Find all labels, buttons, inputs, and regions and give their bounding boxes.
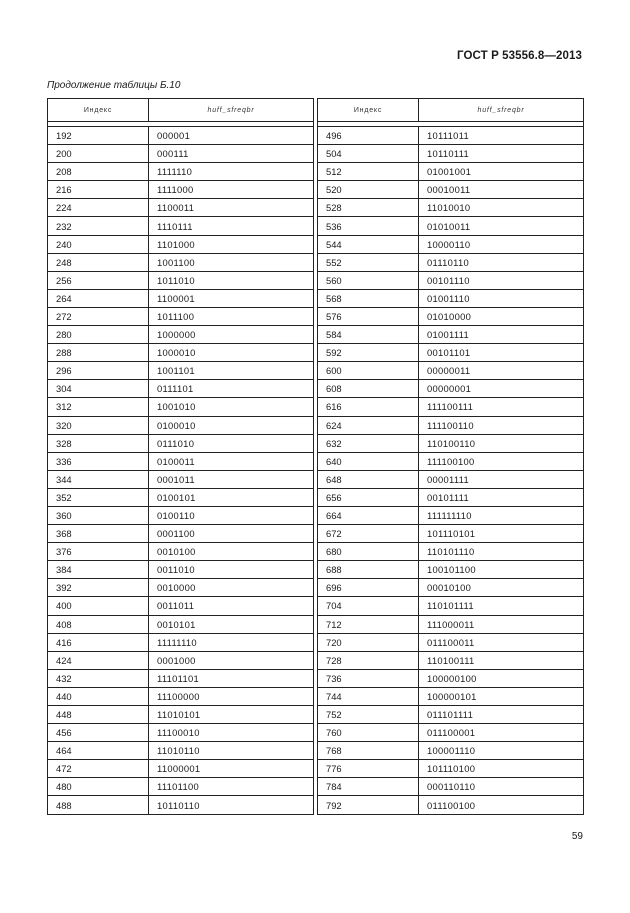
index-cell: 608 xyxy=(318,380,419,398)
code-cell: 1001101 xyxy=(149,362,314,380)
table-row xyxy=(48,470,314,488)
table-row xyxy=(318,525,584,543)
table-row xyxy=(48,145,314,163)
index-cell: 336 xyxy=(48,452,149,470)
index-cell: 432 xyxy=(48,669,149,687)
table-row xyxy=(48,669,314,687)
table-row xyxy=(48,434,314,452)
table-row xyxy=(318,742,584,760)
code-cell: 1101000 xyxy=(149,235,314,253)
code-cell: 1001100 xyxy=(149,253,314,271)
code-cell: 0100010 xyxy=(149,416,314,434)
code-cell: 0010101 xyxy=(149,615,314,633)
table-row xyxy=(318,506,584,524)
table-row xyxy=(48,398,314,416)
table-row xyxy=(318,199,584,217)
table-row xyxy=(318,326,584,344)
index-cell: 416 xyxy=(48,633,149,651)
page-number: 59 xyxy=(571,831,583,842)
code-cell: 11000001 xyxy=(149,760,314,778)
code-cell: 011101111 xyxy=(419,706,584,724)
index-cell: 728 xyxy=(318,651,419,669)
code-cell: 1100011 xyxy=(149,199,314,217)
index-cell: 776 xyxy=(318,760,419,778)
code-cell: 11100010 xyxy=(149,724,314,742)
table-row xyxy=(48,706,314,724)
table-row xyxy=(318,597,584,615)
index-cell: 312 xyxy=(48,398,149,416)
table-row xyxy=(48,760,314,778)
index-cell: 448 xyxy=(48,706,149,724)
code-cell: 1000010 xyxy=(149,344,314,362)
code-cell: 00101110 xyxy=(419,271,584,289)
index-cell: 648 xyxy=(318,470,419,488)
table-row xyxy=(48,380,314,398)
code-cell: 11010010 xyxy=(419,199,584,217)
code-cell: 101110100 xyxy=(419,760,584,778)
table-row xyxy=(318,380,584,398)
index-cell: 504 xyxy=(318,145,419,163)
code-cell: 011100011 xyxy=(419,633,584,651)
code-cell: 110101110 xyxy=(419,543,584,561)
table-row xyxy=(48,525,314,543)
table-right-body xyxy=(318,122,584,815)
index-cell: 280 xyxy=(48,326,149,344)
table-row xyxy=(48,362,314,380)
index-cell: 304 xyxy=(48,380,149,398)
index-cell: 248 xyxy=(48,253,149,271)
code-cell: 1000000 xyxy=(149,326,314,344)
code-cell: 11101101 xyxy=(149,669,314,687)
code-cell: 000110110 xyxy=(419,778,584,796)
table-row xyxy=(48,778,314,796)
table-row xyxy=(318,579,584,597)
table-row xyxy=(318,651,584,669)
code-cell: 01010000 xyxy=(419,307,584,325)
code-cell: 100000100 xyxy=(419,669,584,687)
index-cell: 552 xyxy=(318,253,419,271)
code-cell: 110101111 xyxy=(419,597,584,615)
code-cell: 011100100 xyxy=(419,796,584,814)
code-cell: 000111 xyxy=(149,145,314,163)
code-cell: 100101100 xyxy=(419,561,584,579)
code-cell: 1011010 xyxy=(149,271,314,289)
code-cell: 1110111 xyxy=(149,217,314,235)
code-cell: 10110111 xyxy=(419,145,584,163)
table-row xyxy=(318,416,584,434)
index-cell: 696 xyxy=(318,579,419,597)
code-cell: 00010100 xyxy=(419,579,584,597)
code-cell: 01110110 xyxy=(419,253,584,271)
index-cell: 680 xyxy=(318,543,419,561)
code-cell: 01010011 xyxy=(419,217,584,235)
table-row xyxy=(48,452,314,470)
table-row xyxy=(318,271,584,289)
table-row xyxy=(48,253,314,271)
index-cell: 688 xyxy=(318,561,419,579)
code-cell: 101110101 xyxy=(419,525,584,543)
code-cell: 11111110 xyxy=(149,633,314,651)
index-cell: 440 xyxy=(48,687,149,705)
index-cell: 496 xyxy=(318,127,419,145)
column-header-code: huff_sfreqbr xyxy=(419,99,584,122)
table-left-body xyxy=(48,122,314,815)
code-cell: 1100001 xyxy=(149,289,314,307)
code-cell: 0010000 xyxy=(149,579,314,597)
table-row xyxy=(318,543,584,561)
index-cell: 208 xyxy=(48,163,149,181)
table-row xyxy=(48,488,314,506)
table-row xyxy=(318,669,584,687)
index-cell: 232 xyxy=(48,217,149,235)
index-cell: 464 xyxy=(48,742,149,760)
index-cell: 616 xyxy=(318,398,419,416)
table-row xyxy=(48,796,314,814)
index-cell: 656 xyxy=(318,488,419,506)
table-row xyxy=(48,271,314,289)
index-cell: 352 xyxy=(48,488,149,506)
index-cell: 568 xyxy=(318,289,419,307)
code-cell: 100000101 xyxy=(419,687,584,705)
index-cell: 520 xyxy=(318,181,419,199)
index-cell: 512 xyxy=(318,163,419,181)
index-cell: 760 xyxy=(318,724,419,742)
index-cell: 736 xyxy=(318,669,419,687)
table-row xyxy=(48,289,314,307)
code-cell: 0111101 xyxy=(149,380,314,398)
index-cell: 704 xyxy=(318,597,419,615)
code-cell: 1011100 xyxy=(149,307,314,325)
table-row xyxy=(318,163,584,181)
table-row xyxy=(318,633,584,651)
table-row xyxy=(48,633,314,651)
table-row xyxy=(318,434,584,452)
index-cell: 560 xyxy=(318,271,419,289)
code-cell: 00010011 xyxy=(419,181,584,199)
table-row xyxy=(318,760,584,778)
table-row xyxy=(48,724,314,742)
index-cell: 472 xyxy=(48,760,149,778)
table-row xyxy=(48,615,314,633)
index-cell: 784 xyxy=(318,778,419,796)
table-row xyxy=(318,615,584,633)
table-row xyxy=(318,561,584,579)
code-cell: 00001111 xyxy=(419,470,584,488)
table-row xyxy=(48,307,314,325)
table-row xyxy=(48,181,314,199)
table-row xyxy=(48,163,314,181)
code-cell: 01001111 xyxy=(419,326,584,344)
code-cell: 10111011 xyxy=(419,127,584,145)
table-row xyxy=(318,687,584,705)
index-cell: 792 xyxy=(318,796,419,814)
code-cell: 0100011 xyxy=(149,452,314,470)
index-cell: 584 xyxy=(318,326,419,344)
code-cell: 00000001 xyxy=(419,380,584,398)
code-cell: 01001110 xyxy=(419,289,584,307)
table-row xyxy=(318,398,584,416)
table-row xyxy=(318,217,584,235)
index-cell: 632 xyxy=(318,434,419,452)
index-cell: 744 xyxy=(318,687,419,705)
code-cell: 1111110 xyxy=(149,163,314,181)
index-cell: 296 xyxy=(48,362,149,380)
table-row xyxy=(318,724,584,742)
table-row xyxy=(48,199,314,217)
table-row xyxy=(48,543,314,561)
table-row xyxy=(318,344,584,362)
table-row xyxy=(318,289,584,307)
index-cell: 536 xyxy=(318,217,419,235)
table-row xyxy=(318,127,584,145)
index-cell: 480 xyxy=(48,778,149,796)
index-cell: 664 xyxy=(318,506,419,524)
index-cell: 408 xyxy=(48,615,149,633)
table-row xyxy=(48,506,314,524)
index-cell: 424 xyxy=(48,651,149,669)
column-header-code: huff_sfreqbr xyxy=(149,99,314,122)
table-row xyxy=(48,127,314,145)
table-row xyxy=(318,796,584,814)
index-cell: 488 xyxy=(48,796,149,814)
table-row xyxy=(318,362,584,380)
code-cell: 111100100 xyxy=(419,452,584,470)
index-cell: 240 xyxy=(48,235,149,253)
table-row xyxy=(318,778,584,796)
table-row xyxy=(48,579,314,597)
index-cell: 624 xyxy=(318,416,419,434)
code-cell: 00101101 xyxy=(419,344,584,362)
table-row xyxy=(318,470,584,488)
code-cell: 111111110 xyxy=(419,506,584,524)
index-cell: 400 xyxy=(48,597,149,615)
code-cell: 10110110 xyxy=(149,796,314,814)
table-row xyxy=(48,561,314,579)
code-cell: 0001011 xyxy=(149,470,314,488)
code-cell: 0011011 xyxy=(149,597,314,615)
table-row xyxy=(318,307,584,325)
index-cell: 528 xyxy=(318,199,419,217)
index-cell: 600 xyxy=(318,362,419,380)
column-header-index: Индекс xyxy=(318,99,419,122)
code-cell: 110100111 xyxy=(419,651,584,669)
index-cell: 320 xyxy=(48,416,149,434)
table-row xyxy=(48,651,314,669)
index-cell: 392 xyxy=(48,579,149,597)
code-cell: 000001 xyxy=(149,127,314,145)
code-cell: 100001110 xyxy=(419,742,584,760)
table-row xyxy=(48,742,314,760)
index-cell: 720 xyxy=(318,633,419,651)
code-cell: 110100110 xyxy=(419,434,584,452)
code-cell: 1001010 xyxy=(149,398,314,416)
index-cell: 264 xyxy=(48,289,149,307)
code-cell: 0001100 xyxy=(149,525,314,543)
table-row xyxy=(318,235,584,253)
table-row xyxy=(318,181,584,199)
index-cell: 576 xyxy=(318,307,419,325)
code-cell: 11010110 xyxy=(149,742,314,760)
index-cell: 544 xyxy=(318,235,419,253)
index-cell: 456 xyxy=(48,724,149,742)
index-cell: 216 xyxy=(48,181,149,199)
index-cell: 368 xyxy=(48,525,149,543)
table-row xyxy=(48,344,314,362)
table-row xyxy=(318,706,584,724)
index-cell: 224 xyxy=(48,199,149,217)
code-cell: 111000011 xyxy=(419,615,584,633)
code-cell: 111100110 xyxy=(419,416,584,434)
document-standard-header: ГОСТ Р 53556.8—2013 xyxy=(457,50,582,62)
index-cell: 344 xyxy=(48,470,149,488)
index-cell: 328 xyxy=(48,434,149,452)
code-cell: 0011010 xyxy=(149,561,314,579)
table-left-half xyxy=(47,98,314,815)
table-row xyxy=(48,326,314,344)
table-row xyxy=(318,145,584,163)
table-row xyxy=(48,416,314,434)
code-cell: 0100101 xyxy=(149,488,314,506)
index-cell: 360 xyxy=(48,506,149,524)
index-cell: 672 xyxy=(318,525,419,543)
code-cell: 10000110 xyxy=(419,235,584,253)
code-cell: 11010101 xyxy=(149,706,314,724)
table-row xyxy=(48,597,314,615)
code-cell: 111100111 xyxy=(419,398,584,416)
column-header-index: Индекс xyxy=(48,99,149,122)
index-cell: 752 xyxy=(318,706,419,724)
code-cell: 0010100 xyxy=(149,543,314,561)
index-cell: 256 xyxy=(48,271,149,289)
index-cell: 192 xyxy=(48,127,149,145)
index-cell: 272 xyxy=(48,307,149,325)
code-cell: 01001001 xyxy=(419,163,584,181)
index-cell: 640 xyxy=(318,452,419,470)
code-cell: 11100000 xyxy=(149,687,314,705)
code-cell: 1111000 xyxy=(149,181,314,199)
code-cell: 011100001 xyxy=(419,724,584,742)
index-cell: 376 xyxy=(48,543,149,561)
table-row xyxy=(48,217,314,235)
index-cell: 712 xyxy=(318,615,419,633)
table-row xyxy=(48,235,314,253)
table-caption: Продолжение таблицы Б.10 xyxy=(47,80,181,91)
table-row xyxy=(318,488,584,506)
code-cell: 11101100 xyxy=(149,778,314,796)
code-cell: 00101111 xyxy=(419,488,584,506)
table-row xyxy=(318,253,584,271)
index-cell: 288 xyxy=(48,344,149,362)
index-cell: 384 xyxy=(48,561,149,579)
table-row xyxy=(318,452,584,470)
table-row xyxy=(48,687,314,705)
code-cell: 0111010 xyxy=(149,434,314,452)
code-cell: 0001000 xyxy=(149,651,314,669)
code-cell: 0100110 xyxy=(149,506,314,524)
index-cell: 592 xyxy=(318,344,419,362)
index-cell: 768 xyxy=(318,742,419,760)
index-cell: 200 xyxy=(48,145,149,163)
code-cell: 00000011 xyxy=(419,362,584,380)
table-right-half xyxy=(317,98,584,815)
